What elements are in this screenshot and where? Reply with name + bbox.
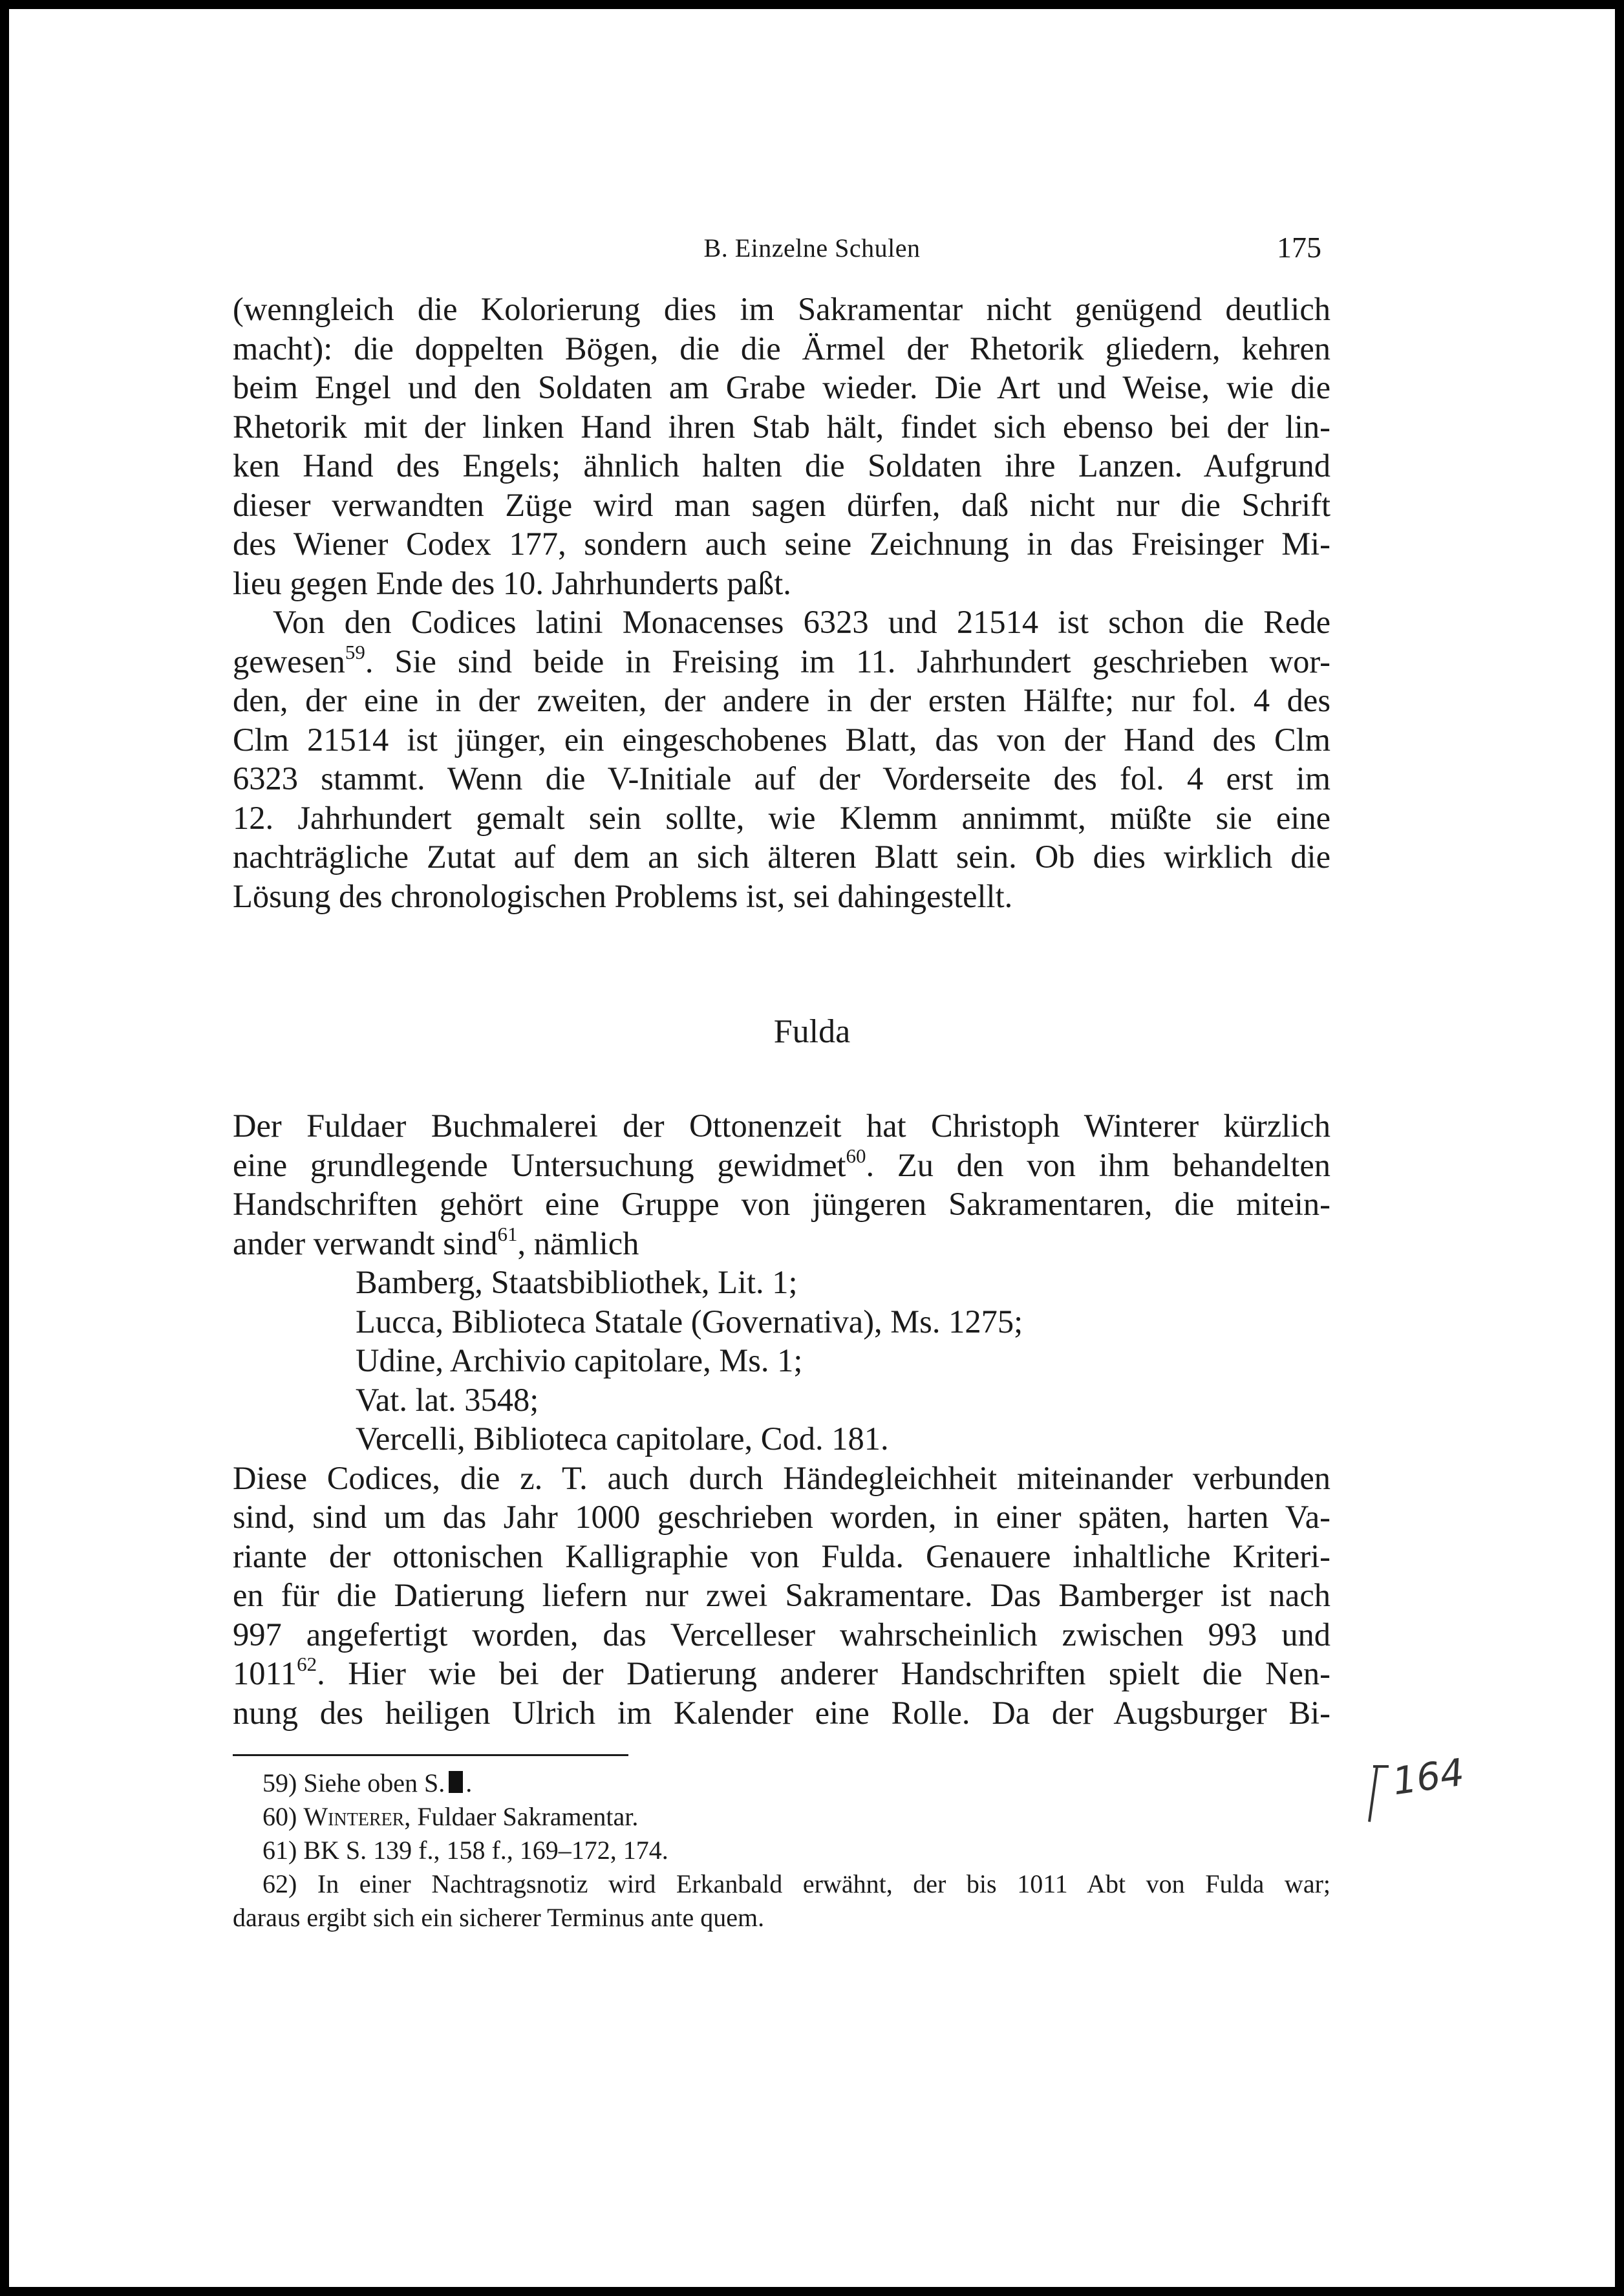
text-line: lieu gegen Ende des 10. Jahrhunderts paßt. xyxy=(233,564,791,601)
text-line: dieser verwandten Züge wird man sagen dürfen, daß nicht nur die Schrift xyxy=(233,486,1330,523)
text-line: Diese Codices, die z. T. auch durch Händegleichheit miteinander verbunden xyxy=(233,1459,1330,1496)
text-line: en für die Datierung liefern nur zwei Sakramentare. Das Bamberger ist nach xyxy=(233,1577,1330,1613)
text-line: macht): die doppelten Bögen, die die Ärmel der Rhetorik gliedern, kehren xyxy=(233,330,1330,367)
paragraph-3 xyxy=(233,1106,1330,1732)
manuscript-item: Lucca, Biblioteca Statale (Governativa), Ms. 1275; xyxy=(356,1303,1023,1340)
text-line: Clm 21514 ist jünger, ein eingeschobenes Blatt, das von der Hand des Clm xyxy=(233,721,1330,758)
footnote-60 xyxy=(233,1800,1330,1834)
text-run: , nämlich xyxy=(517,1225,639,1261)
text-run: . Sie sind beide in Freising im 11. Jahrhundert geschrieben wor- xyxy=(365,643,1330,680)
footnote-62: 62) In einer Nachtragsnotiz wird Erkanbald erwähnt, der bis 1011 Abt von Fulda war; xyxy=(262,1869,1330,1898)
footnote-61: 61) BK S. 139 f., 158 f., 169–172, 174. xyxy=(262,1836,668,1865)
text-line xyxy=(233,642,1330,681)
running-title: B. Einzelne Schulen xyxy=(703,233,921,263)
manuscript-item: Bamberg, Staatsbibliothek, Lit. 1; xyxy=(356,1264,798,1300)
text-line: Rhetorik mit der linken Hand ihren Stab hält, findet sich ebenso bei der lin- xyxy=(233,408,1330,445)
footnote-59 xyxy=(233,1766,1330,1800)
text-line: des Wiener Codex 177, sondern auch seine Zeichnung in das Freisinger Mi- xyxy=(233,526,1330,562)
text-run: . Zu den von ihm behandelten xyxy=(866,1146,1331,1183)
text-line: riante der ottonischen Kalligraphie von Fulda. Genauere inhaltliche Kriteri- xyxy=(233,1538,1330,1574)
text-line: den, der eine in der zweiten, der andere in der ersten Hälfte; nur fol. 4 des xyxy=(233,682,1330,718)
footnotes xyxy=(233,1766,1330,1935)
footnote-ref-60: 60 xyxy=(846,1144,866,1167)
text-line xyxy=(233,1224,1330,1263)
text-line: beim Engel und den Soldaten am Grabe wieder. Die Art und Weise, wie die xyxy=(233,369,1330,405)
text-run: . Hier wie bei der Datierung anderer Handschriften spielt die Nen- xyxy=(317,1655,1330,1691)
text-line: Der Fuldaer Buchmalerei der Ottonenzeit hat Christoph Winterer kürzlich xyxy=(233,1108,1330,1144)
section-heading: Fulda xyxy=(773,1013,851,1050)
text-line xyxy=(233,1654,1330,1693)
footnote-number: 60) xyxy=(262,1802,297,1831)
text-line: nung des heiligen Ulrich im Kalender eine Rolle. Da der Augsburger Bi- xyxy=(233,1694,1330,1731)
author-name: Winterer xyxy=(303,1802,405,1831)
footnote-text: 59) Siehe oben S. xyxy=(262,1768,445,1797)
text-line: Von den Codices latini Monacenses 6323 und 21514 ist schon die Rede xyxy=(273,604,1330,640)
text-line xyxy=(233,1146,1330,1185)
manuscript-item: Udine, Archivio capitolare, Ms. 1; xyxy=(356,1342,803,1379)
manuscript-item: Vat. lat. 3548; xyxy=(356,1381,539,1418)
document-page xyxy=(9,9,1615,2287)
paragraph-1 xyxy=(233,290,1330,916)
text-line: (wenngleich die Kolorierung dies im Sakramentar nicht genügend deutlich xyxy=(233,291,1330,327)
text-line: ken Hand des Engels; ähnlich halten die Soldaten ihre Lanzen. Aufgrund xyxy=(233,447,1330,484)
text-line: 12. Jahrhundert gemalt sein sollte, wie Klemm annimmt, müßte sie eine xyxy=(233,799,1330,836)
footnote-ref-61: 61 xyxy=(497,1222,518,1245)
text-run: eine grundlegende Untersuchung gewidmet xyxy=(233,1146,846,1183)
manuscript-item: Vercelli, Biblioteca capitolare, Cod. 181. xyxy=(356,1421,889,1457)
text-line: Handschriften gehört eine Gruppe von jüngeren Sakramentaren, die mitein- xyxy=(233,1186,1330,1222)
text-run: gewesen xyxy=(233,643,345,680)
footnote-text: . xyxy=(465,1768,473,1797)
text-line: Lösung des chronologischen Problems ist, sei dahingestellt. xyxy=(233,877,1013,914)
text-run: 1011 xyxy=(233,1655,297,1691)
ink-blot-icon xyxy=(449,1771,463,1793)
text-run: ander verwandt sind xyxy=(233,1225,498,1261)
text-line: nachträgliche Zutat auf dem an sich älteren Blatt sein. Ob dies wirklich die xyxy=(233,839,1330,875)
footnote-divider xyxy=(233,1754,628,1756)
footnote-62-cont: daraus ergibt sich ein sicherer Terminus ante quem. xyxy=(233,1903,765,1932)
margin-bracket-stroke xyxy=(1368,1766,1378,1822)
text-line: 997 angefertigt worden, das Vercelleser wahrscheinlich zwischen 993 und xyxy=(233,1616,1330,1653)
footnote-ref-59: 59 xyxy=(345,640,365,663)
margin-handwriting: 164 xyxy=(1389,1750,1467,1804)
text-line: 6323 stammt. Wenn die V-Initiale auf der Vorderseite des fol. 4 erst im xyxy=(233,760,1330,797)
text-line: sind, sind um das Jahr 1000 geschrieben worden, in einer späten, harten Va- xyxy=(233,1499,1330,1535)
footnote-ref-62: 62 xyxy=(297,1653,317,1675)
footnote-text: , Fuldaer Sakramentar. xyxy=(404,1802,639,1831)
page-number: 175 xyxy=(1277,231,1321,264)
